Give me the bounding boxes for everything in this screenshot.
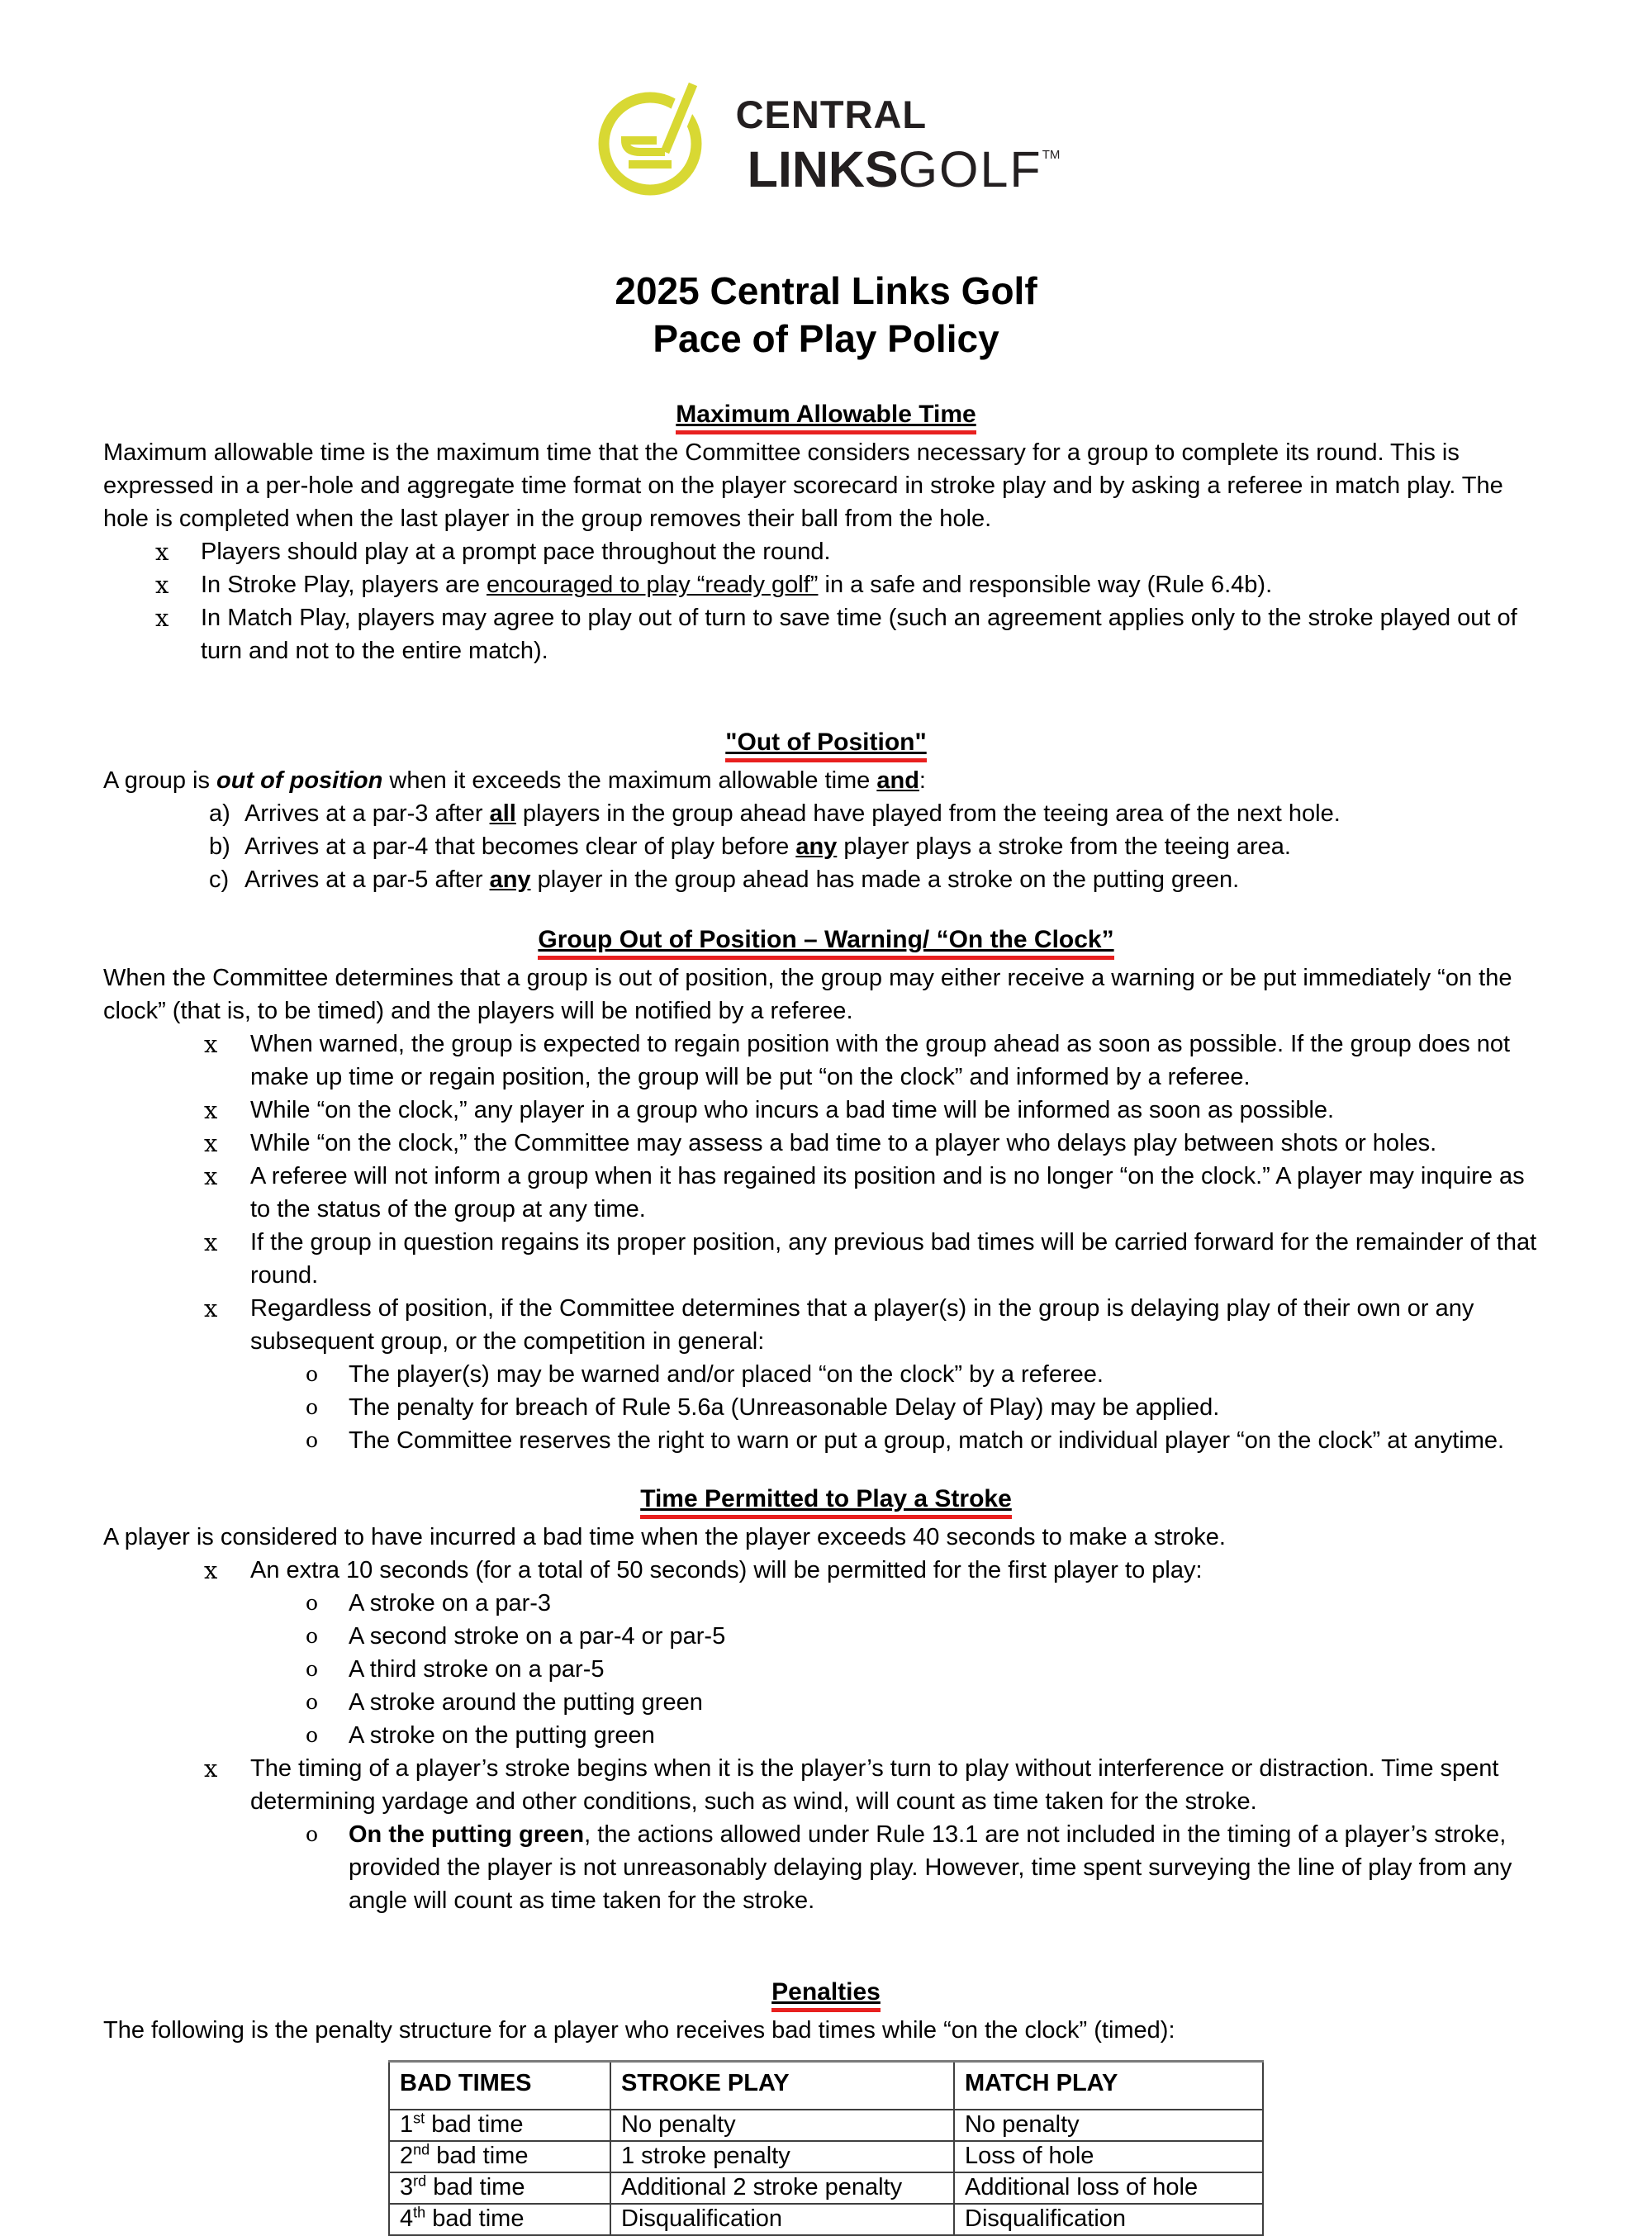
sub-list-item-text: On the putting green, the actions allowed under Rule 13.1 are not included in the timing of a player’s stroke, provided the player is not unreasonably delaying play. However, time spent surveying the line of play from any angle will count as time taken for the stroke. — [349, 1821, 1512, 1914]
bullet-x-marker: x — [204, 1162, 218, 1190]
list-item-text: An extra 10 seconds (for a total of 50 seconds) will be permitted for the first player to play: — [250, 1557, 1203, 1583]
list-item-text: Regardless of position, if the Committee determines that a player(s) in the group is delaying play of their own or any subsequent group, or the competition in general: — [250, 1295, 1474, 1355]
bullet-x-marker: x — [204, 1556, 218, 1584]
sublist-extra-time-strokes — [103, 1587, 1549, 1752]
sub-list-item-text: The penalty for breach of Rule 5.6a (Unreasonable Delay of Play) may be applied. — [349, 1394, 1220, 1421]
bullet-o-marker: o — [306, 1428, 319, 1452]
sub-list-item-text: A stroke around the putting green — [349, 1689, 703, 1716]
sublist-group-out-of-position — [103, 1358, 1549, 1457]
sub-list-item-text: The Committee reserves the right to warn or put a group, match or individual player “on the clock” at anytime. — [349, 1427, 1505, 1454]
bullet-o-marker: o — [306, 1723, 319, 1747]
list-item-text: When warned, the group is expected to regain position with the group ahead as soon as possible. If the group does not make up time or regain position, the group will be put “on the clock” and informed by a referee. — [250, 1031, 1511, 1090]
list-label: b) — [209, 833, 230, 860]
table-row — [389, 2204, 1263, 2235]
list-item — [103, 1160, 1549, 1226]
sub-list-item-text: A stroke on a par-3 — [349, 1590, 552, 1616]
sub-list-item — [103, 1424, 1549, 1457]
heading-time-permitted: Time Permitted to Play a Stroke — [103, 1484, 1549, 1519]
sub-list-item — [103, 1620, 1549, 1653]
cell-match-play: Additional loss of hole — [954, 2172, 1263, 2204]
list-item — [103, 1028, 1549, 1094]
sub-list-item — [103, 1818, 1549, 1917]
bullet-o-marker: o — [306, 1690, 319, 1714]
table-row — [389, 2110, 1263, 2141]
list-item-text: Players should play at a prompt pace throughout the round. — [201, 539, 831, 565]
bullet-x-marker: x — [155, 604, 169, 632]
logo-golf: GOLF — [898, 141, 1042, 197]
document-title — [0, 267, 1652, 363]
para-group-out-of-position: When the Committee determines that a group is out of position, the group may either receive a warning or be put immediately “on the clock” (that is, to be timed) and the players will be notified by a referee. — [103, 965, 1512, 1024]
sub-list-item — [103, 1358, 1549, 1391]
para-penalties: The following is the penalty structure for a player who receives bad times while “on the clock” (timed): — [103, 2017, 1175, 2044]
list-time-permitted — [103, 1554, 1549, 1587]
list-time-permitted-2 — [103, 1752, 1549, 1818]
heading-penalties: Penalties — [103, 1977, 1549, 2012]
penalty-table-header-row — [389, 2062, 1263, 2110]
bullet-x-marker: x — [204, 1754, 218, 1783]
list-item — [103, 1226, 1549, 1292]
list-item-text: While “on the clock,” any player in a group who incurs a bad time will be informed as soon as possible. — [250, 1097, 1335, 1123]
heading-out-of-position: "Out of Position" — [103, 727, 1549, 762]
list-item-text: Arrives at a par-3 after all players in the group ahead have played from the teeing area of the next hole. — [244, 800, 1341, 827]
golf-club-circle-icon — [592, 76, 714, 202]
bullet-x-marker: x — [204, 1294, 218, 1322]
title-line2: Pace of Play Policy — [653, 317, 999, 360]
bullet-o-marker: o — [306, 1657, 319, 1681]
list-item — [103, 568, 1549, 601]
list-item — [103, 601, 1549, 667]
cell-bad-time: 3rd bad time — [389, 2172, 610, 2204]
title-line1: 2025 Central Links Golf — [615, 269, 1037, 312]
list-item — [103, 1127, 1549, 1160]
list-item — [103, 830, 1549, 863]
bullet-o-marker: o — [306, 1395, 319, 1419]
bullet-o-marker: o — [306, 1624, 319, 1648]
bullet-x-marker: x — [204, 1129, 218, 1157]
sub-list-item-text: A third stroke on a par-5 — [349, 1656, 605, 1683]
cell-stroke-play: Additional 2 stroke penalty — [610, 2172, 954, 2204]
column-header-bad-times: BAD TIMES — [389, 2062, 610, 2110]
cell-bad-time: 4th bad time — [389, 2204, 610, 2235]
sub-list-item-text: A second stroke on a par-4 or par-5 — [349, 1623, 726, 1650]
list-group-out-of-position — [103, 1028, 1549, 1358]
bullet-o-marker: o — [306, 1362, 319, 1386]
bullet-o-marker: o — [306, 1591, 319, 1615]
cell-stroke-play: 1 stroke penalty — [610, 2141, 954, 2172]
bullet-x-marker: x — [155, 571, 169, 599]
para-maximum-allowable-time: Maximum allowable time is the maximum time that the Committee considers necessary for a group to complete its round. This is expressed in a per-hole and aggregate time format on the player scorecard in stroke play and by asking a referee in match play. The hole is completed when the last player in the group removes their ball from the hole. — [103, 439, 1503, 532]
list-item-text: While “on the clock,” the Committee may assess a bad time to a player who delays play between shots or holes. — [250, 1130, 1437, 1156]
bullet-x-marker: x — [204, 1096, 218, 1124]
cell-match-play: Disqualification — [954, 2204, 1263, 2235]
list-label: a) — [209, 800, 230, 827]
sub-list-item — [103, 1391, 1549, 1424]
list-item-text: The timing of a player’s stroke begins when it is the player’s turn to play without interference or distraction. Time spent determining yardage and other conditions, such as wind, will count as time taken for the stroke. — [250, 1755, 1499, 1815]
cell-stroke-play: Disqualification — [610, 2204, 954, 2235]
document-body — [0, 399, 1652, 2236]
logo-wordmark — [735, 93, 1061, 197]
list-item — [103, 863, 1549, 896]
heading-group-out-of-position: Group Out of Position – Warning/ “On the Clock” — [103, 924, 1549, 960]
table-row — [389, 2141, 1263, 2172]
list-item — [103, 1752, 1549, 1818]
list-item-text: A referee will not inform a group when it has regained its position and is no longer “on the clock.” A player may inquire as to the status of the group at any time. — [250, 1163, 1525, 1222]
column-header-stroke-play: STROKE PLAY — [610, 2062, 954, 2110]
logo-links: LINKS — [747, 141, 899, 197]
list-item-text: Arrives at a par-4 that becomes clear of play before any player plays a stroke from the teeing area. — [244, 833, 1291, 860]
logo-line1: CENTRAL — [735, 93, 928, 136]
list-item — [103, 1094, 1549, 1127]
sublist-putting-green — [103, 1818, 1549, 1917]
sub-list-item-text: A stroke on the putting green — [349, 1722, 655, 1749]
cell-match-play: No penalty — [954, 2110, 1263, 2141]
policy-document-page — [0, 76, 1652, 2232]
sub-list-item — [103, 1686, 1549, 1719]
list-item — [103, 797, 1549, 830]
cell-bad-time: 2nd bad time — [389, 2141, 610, 2172]
list-label: c) — [209, 866, 230, 893]
penalty-table — [388, 2060, 1264, 2236]
sub-list-item — [103, 1719, 1549, 1752]
list-item-text: In Stroke Play, players are encouraged to play “ready golf” in a safe and responsible way (Rule 6.4b). — [201, 572, 1273, 598]
column-header-match-play: MATCH PLAY — [954, 2062, 1263, 2110]
list-item-text: Arrives at a par-5 after any player in the group ahead has made a stroke on the putting green. — [244, 866, 1240, 893]
central-links-golf-logo — [0, 76, 1652, 204]
bullet-o-marker: o — [306, 1822, 319, 1846]
trademark-symbol: TM — [1042, 148, 1061, 162]
list-item — [103, 535, 1549, 568]
cell-stroke-play: No penalty — [610, 2110, 954, 2141]
bullet-x-marker: x — [155, 538, 169, 566]
logo-line2 — [747, 132, 1061, 197]
list-maximum-allowable-time — [103, 535, 1549, 667]
cell-match-play: Loss of hole — [954, 2141, 1263, 2172]
list-out-of-position — [103, 797, 1549, 896]
sub-list-item — [103, 1587, 1549, 1620]
bullet-x-marker: x — [204, 1030, 218, 1058]
list-item — [103, 1292, 1549, 1358]
list-item — [103, 1554, 1549, 1587]
para-out-of-position: A group is out of position when it exceeds the maximum allowable time and: — [103, 767, 926, 794]
sub-list-item — [103, 1653, 1549, 1686]
heading-maximum-allowable-time: Maximum Allowable Time — [103, 399, 1549, 434]
list-item-text: In Match Play, players may agree to play out of turn to save time (such an agreement applies only to the stroke played out of turn and not to the entire match). — [201, 605, 1517, 664]
list-item-text: If the group in question regains its proper position, any previous bad times will be carried forward for the remainder of that round. — [250, 1229, 1537, 1289]
para-time-permitted: A player is considered to have incurred a bad time when the player exceeds 40 seconds to make a stroke. — [103, 1524, 1226, 1550]
table-row — [389, 2172, 1263, 2204]
cell-bad-time: 1st bad time — [389, 2110, 610, 2141]
sub-list-item-text: The player(s) may be warned and/or placed “on the clock” by a referee. — [349, 1361, 1104, 1388]
bullet-x-marker: x — [204, 1228, 218, 1256]
